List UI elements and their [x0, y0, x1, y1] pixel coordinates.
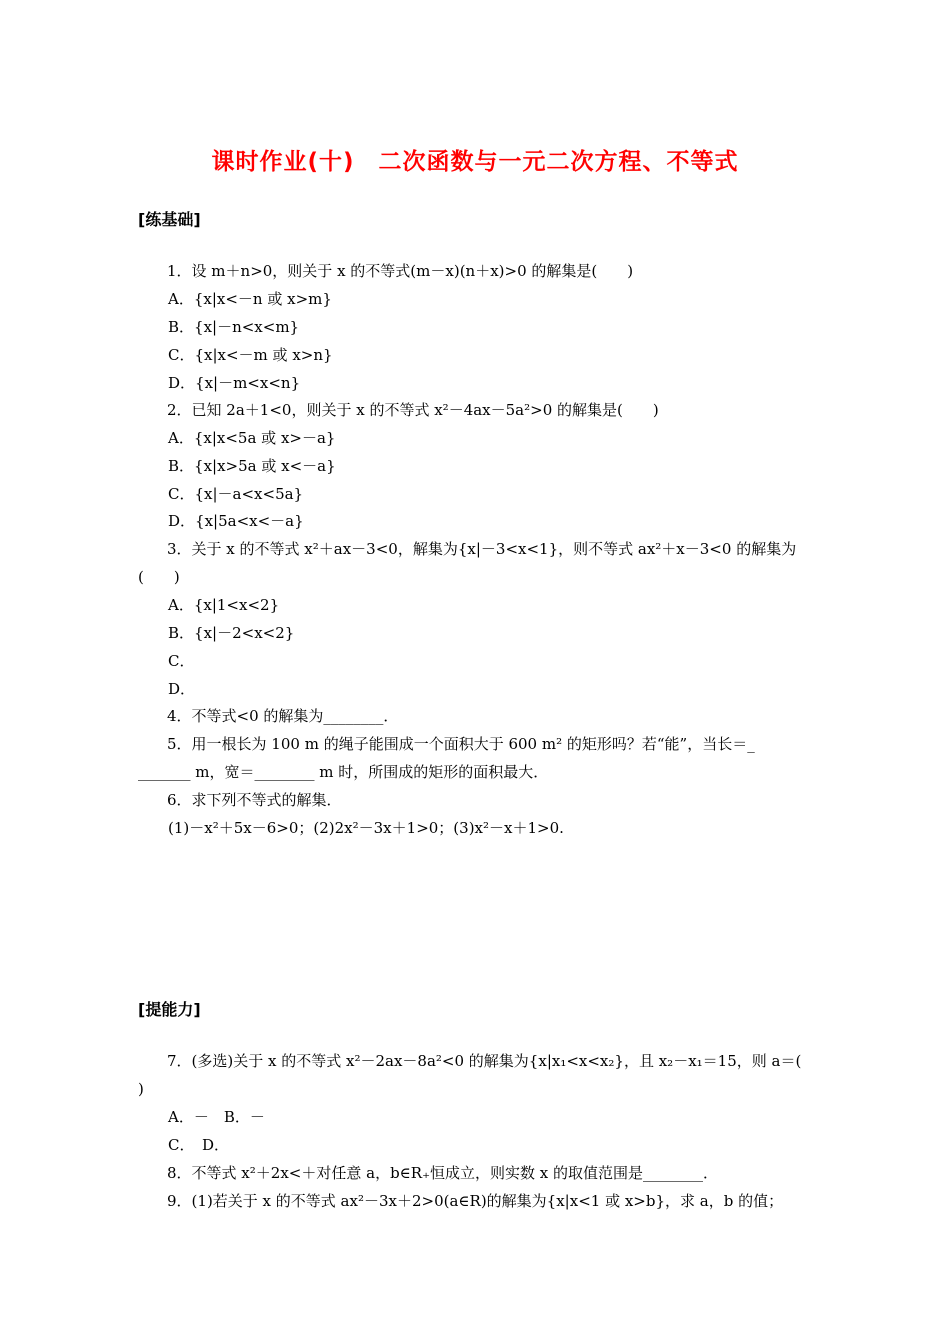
question-3-continued: ( ) [138, 568, 180, 586]
question-7: 7．(多选)关于 x 的不等式 x²－2ax－8a²<0 的解集为{x|x₁<x<x₂}，且 x₂－x₁＝15，则 a＝( [167, 1052, 802, 1070]
question-8: 8．不等式 x²＋2x<＋对任意 a，b∈R₊恒成立，则实数 x 的取值范围是________． [167, 1164, 718, 1182]
option-2d: D．{x|5a<x<－a} [168, 512, 304, 530]
option-3c: C． [168, 652, 195, 670]
option-1a: A．{x|x<－n 或 x>m} [168, 290, 332, 308]
option-2b: B．{x|x>5a 或 x<－a} [168, 457, 336, 475]
option-3d: D． [168, 680, 196, 698]
option-1d: D．{x|－m<x<n} [168, 374, 301, 392]
question-5: 5．用一根长为 100 m 的绳子能围成一个面积大于 600 m² 的矩形吗？若“能”，当长＝_ [167, 735, 755, 753]
option-3b: B．{x|－2<x<2} [168, 624, 295, 642]
section-heading-ability: [提能力] [138, 1000, 201, 1019]
question-3: 3．关于 x 的不等式 x²＋ax－3<0，解集为{x|－3<x<1}，则不等式 ax²＋x－3<0 的解集为 [167, 540, 797, 558]
options-7ab: A．－ B．－ [168, 1108, 265, 1126]
question-4: 4．不等式<0 的解集为________． [167, 707, 399, 725]
option-3a: A．{x|1<x<2} [168, 596, 280, 614]
page-title: 课时作业(十) 二次函数与一元二次方程、不等式 [211, 149, 739, 175]
option-2a: A．{x|x<5a 或 x>－a} [168, 429, 336, 447]
option-2c: C．{x|－a<x<5a} [168, 485, 304, 503]
question-5-continued: _______ m，宽＝________ m 时，所围成的矩形的面积最大． [138, 763, 549, 781]
question-2: 2．已知 2a＋1<0，则关于 x 的不等式 x²－4ax－5a²>0 的解集是( ) [167, 401, 659, 419]
question-6: 6．求下列不等式的解集． [167, 791, 342, 809]
question-7-continued: ) [138, 1080, 144, 1098]
question-1: 1．设 m＋n>0，则关于 x 的不等式(m－x)(n＋x)>0 的解集是( ) [167, 262, 634, 280]
option-1b: B．{x|－n<x<m} [168, 318, 300, 336]
section-heading-basic: [练基础] [138, 210, 201, 229]
option-1c: C．{x|x<－m 或 x>n} [168, 346, 333, 364]
options-7cd: C． D． [168, 1136, 230, 1154]
question-6-parts: (1)－x²＋5x－6>0；(2)2x²－3x＋1>0；(3)x²－x＋1>0. [168, 819, 564, 837]
question-9: 9．(1)若关于 x 的不等式 ax²－3x＋2>0(a∈R)的解集为{x|x<1 或 x>b}，求 a，b 的值； [167, 1192, 784, 1210]
